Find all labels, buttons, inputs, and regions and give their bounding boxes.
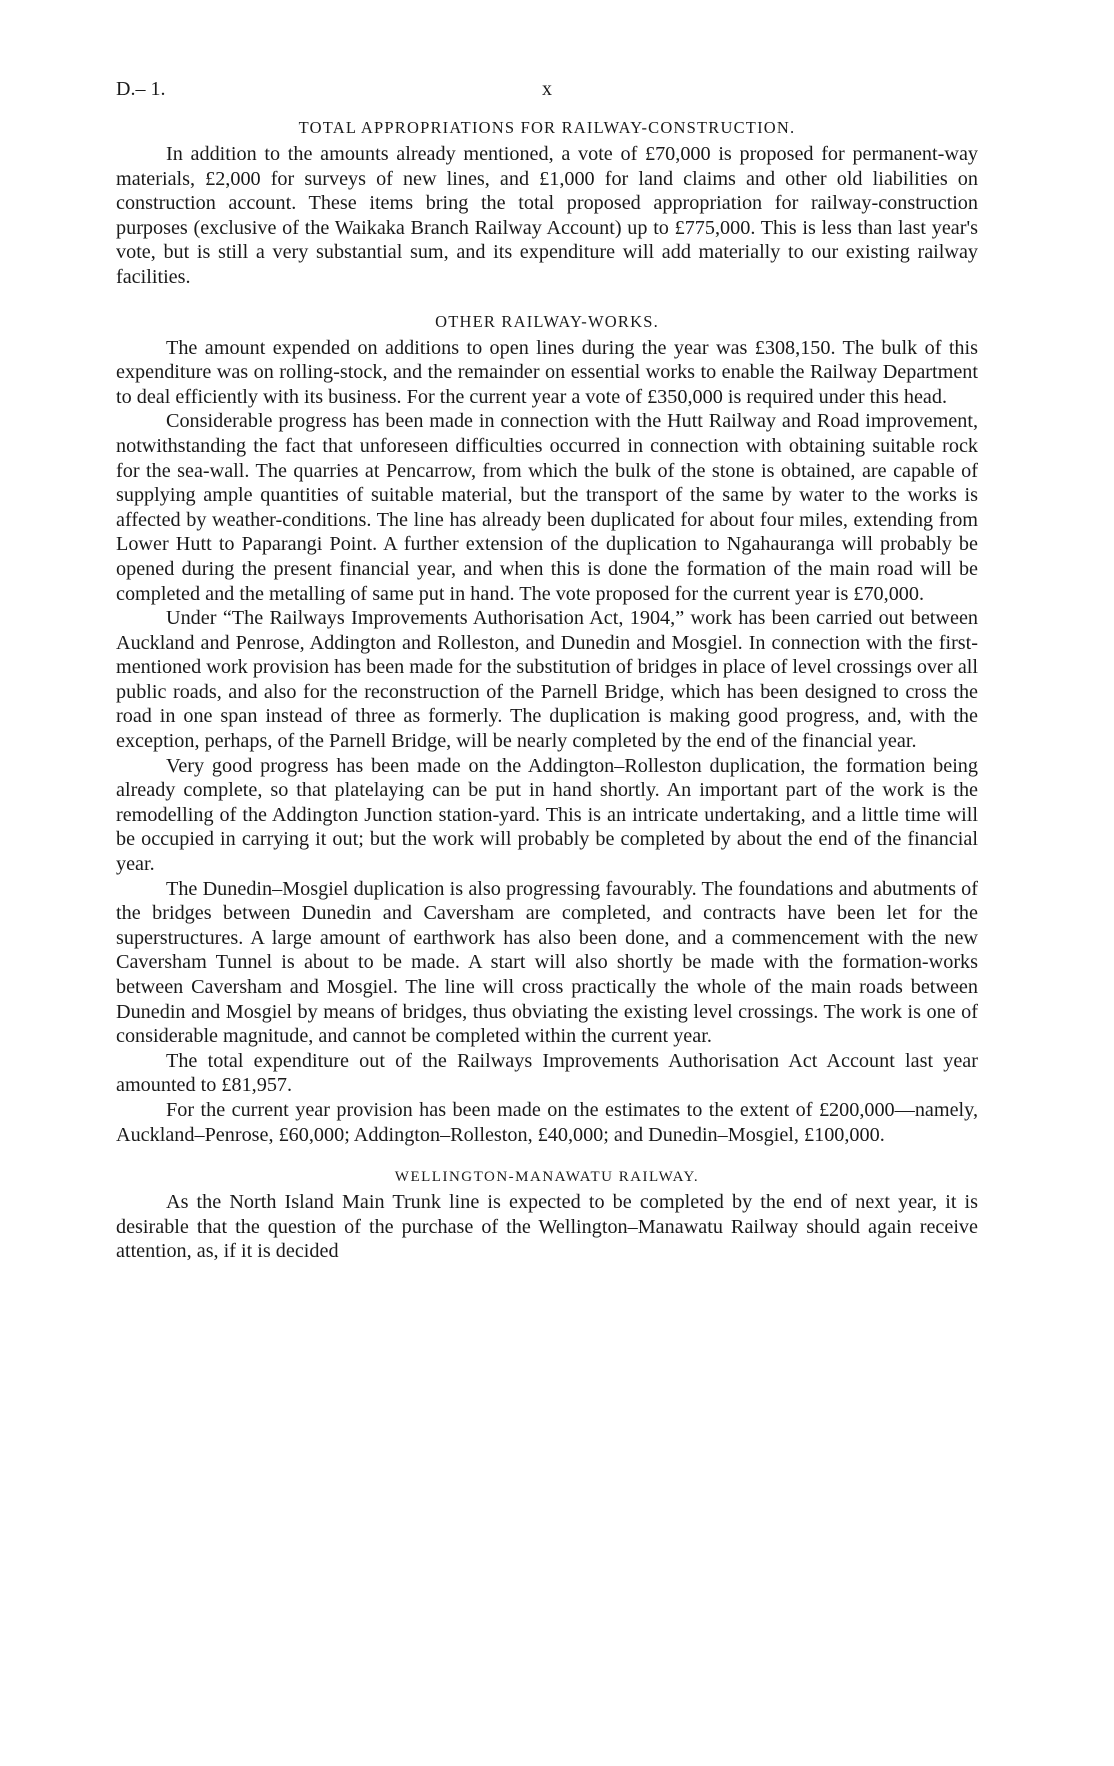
- paragraph: Under “The Railways Improvements Authorisation Act, 1904,” work has been carried out between Auckland and Penrose, Addington and Rolleston, and Dunedin and Mosgiel. In connection with the first-mentioned work provision has been made for the substitution of bridges in place of level crossings over all public roads, and also for the reconstruction of the Parnell Bridge, which has been designed to cross the road in one span instead of three as formerly. The duplication is making good progress, and, with the exception, perhaps, of the Parnell Bridge, will be nearly completed by the end of the financial year.: [116, 607, 978, 753]
- page-header: [116, 78, 978, 112]
- paragraph: The total expenditure out of the Railways Improvements Authorisation Act Account last year amounted to £81,957.: [116, 1049, 978, 1097]
- section-heading-total-appropriations: TOTAL APPROPRIATIONS FOR RAILWAY-CONSTRUCTION.: [298, 118, 796, 137]
- document-reference: D.– 1.: [116, 78, 166, 100]
- document-page: [116, 78, 978, 1264]
- paragraph: In addition to the amounts already mentioned, a vote of £70,000 is proposed for permanent-way materials, £2,000 for surveys of new lines, and £1,000 for land claims and other old liabilities on construction account. These items bring the total proposed appropriation for railway-construction purposes (exclusive of the Waikaka Branch Railway Account) up to £775,000. This is less than last year's vote, but is still a very substantial sum, and its expenditure will add materially to our existing railway facilities.: [116, 143, 978, 288]
- section-heading-wellington-manawatu: WELLINGTON-MANAWATU RAILWAY.: [394, 1169, 700, 1186]
- paragraph: The Dunedin–Mosgiel duplication is also progressing favourably. The foundations and abutments of the bridges between Dunedin and Caversham are completed, and contracts have been let for the superstructures. A large amount of earthwork has also been done, and a commencement with the new Caversham Tunnel is about to be made. A start will also shortly be made with the formation-works between Caversham and Mosgiel. The line will cross practically the whole of the main roads between Dunedin and Mosgiel by means of bridges, thus obviating the existing level crossings. The work is one of considerable magnitude, and cannot be completed within the current year.: [116, 877, 978, 1048]
- paragraph: For the current year provision has been made on the estimates to the extent of £200,000—namely, Auckland–Penrose, £60,000; Addington–Rolleston, £40,000; and Dunedin–Mosgiel, £100,000.: [116, 1098, 978, 1146]
- paragraph: Considerable progress has been made in connection with the Hutt Railway and Road improvement, notwithstanding the fact that unforeseen difficulties occurred in connection with obtaining suitable rock for the sea-wall. The quarries at Pencarrow, from which the bulk of the stone is obtained, are capable of supplying ample quantities of suitable material, but the transport of the same by water to the works is affected by weather-conditions. The line has already been duplicated for about four miles, extending from Lower Hutt to Paparangi Point. A further extension of the duplication to Ngahauranga will probably be opened during the present financial year, and when this is done the formation of the main road will be completed and the metalling of same put in hand. The vote proposed for the current year is £70,000.: [116, 410, 978, 605]
- paragraph: The amount expended on additions to open lines during the year was £308,150. The bulk of this expenditure was on rolling-stock, and the remainder on essential works to enable the Railway Department to deal efficiently with its business. For the current year a vote of £350,000 is required under this head.: [116, 336, 978, 408]
- page-number: x: [542, 78, 552, 100]
- paragraph: Very good progress has been made on the Addington–Rolleston duplication, the formation being already complete, so that platelaying can be put in hand shortly. An important part of the work is the remodelling of the Addington Junction station-yard. This is an intricate undertaking, and a little time will be occupied in carrying it out; but the work will probably be completed by about the end of the financial year.: [116, 754, 978, 876]
- section-heading-other-railway-works: OTHER RAILWAY-WORKS.: [435, 311, 659, 331]
- paragraph: As the North Island Main Trunk line is expected to be completed by the end of next year, it is desirable that the question of the purchase of the Wellington–Manawatu Railway should again receive attention, as, if it is decided: [116, 1191, 978, 1263]
